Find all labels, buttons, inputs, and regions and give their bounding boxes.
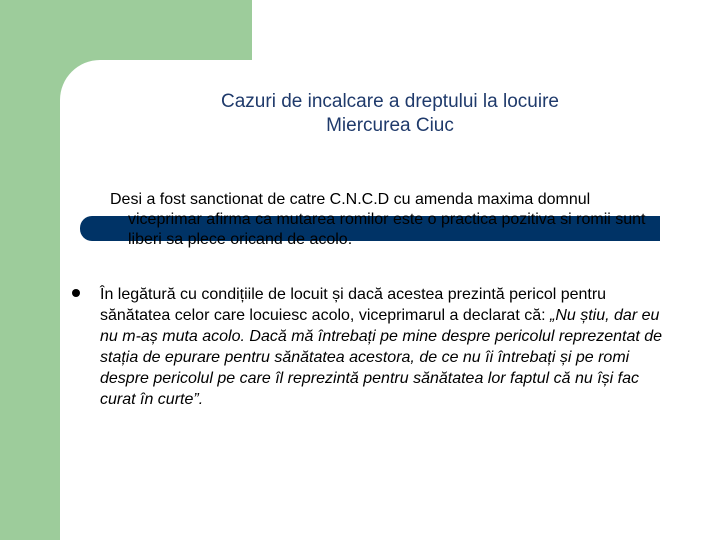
slide-title-line1: Cazuri de incalcare a dreptului la locuire [221,91,559,112]
slide-title [100,90,680,138]
intro-paragraph-first-line: Desi a fost sanctionat de catre C.N.C.D cu amenda maxima domnul [110,191,591,208]
intro-paragraph-rest: viceprimar afirma ca mutarea romilor este o practica pozitiva si romii sunt liberi sa plece oricand de acolo. [128,211,646,248]
bullet-icon [72,289,80,297]
slide-title-line2: Miercurea Ciuc [326,115,454,136]
intro-paragraph [110,190,670,250]
bullet-quote: „Nu știu, dar eu nu m-aș muta acolo. Dacă mă întrebați pe mine despre pericolul reprezentat de stația de epurare pentru sănătatea acestora, de ce nu îi întrebați și pe romi despre pericolul pe care îl reprezintă pentru sănătatea lor faptul că nu își fac curat în curte”. [100,307,663,408]
bullet-paragraph [100,284,665,410]
bullet-text: În legătură cu condițiile de locuit și dacă acestea prezintă pericol pentru sănătatea celor care locuiesc acolo, viceprimarul a declarat că: [100,286,607,324]
green-left-strip [0,0,60,540]
